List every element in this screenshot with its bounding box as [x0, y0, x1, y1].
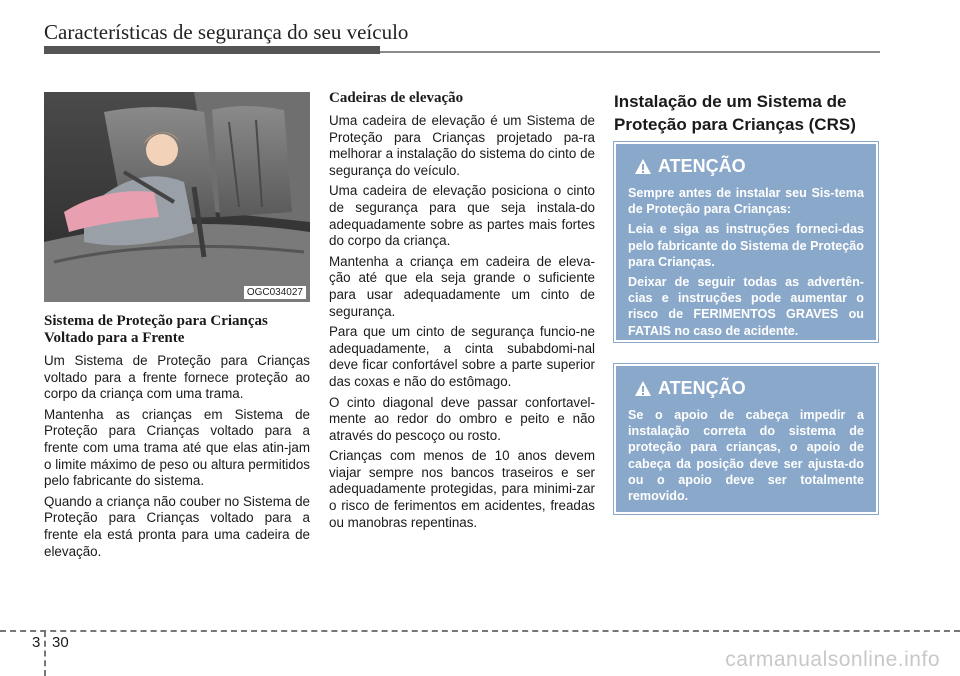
- footer-divider: [44, 631, 46, 676]
- paragraph: Para que um cinto de segurança funcio-ne adequadamente, a cinta subabdomi-nal deve ficar confortável sobre a parte superior das coxas e não do estômago.: [329, 324, 595, 389]
- crs-installation-section: [614, 90, 878, 136]
- forward-facing-heading: Sistema de Proteção para Crianças Voltado para a Frente: [44, 313, 268, 346]
- chapter-number: 3: [32, 634, 41, 651]
- warning-triangle-icon: [634, 158, 652, 175]
- page-number: 30: [52, 634, 69, 651]
- warning-text: Se o apoio de cabeça impedir a instalação correta do sistema de proteção para crianças, o apoio de cabeça da posição deve ser ajusta-do ou o apoio deve ser totalmente removido.: [628, 408, 864, 504]
- header-bar: [44, 46, 380, 54]
- forward-facing-section: [44, 313, 310, 564]
- booster-seat-section: [329, 90, 595, 535]
- warning-box-1: [614, 142, 878, 342]
- footer-rule: [0, 630, 960, 632]
- photo-code-label: OGC034027: [244, 286, 306, 299]
- header-rule: [380, 51, 880, 53]
- warning-triangle-icon: [634, 380, 652, 397]
- paragraph: Um Sistema de Proteção para Crianças voltado para a frente fornece proteção ao corpo da criança com uma trama.: [44, 353, 310, 402]
- page-header-title: Características de segurança do seu veículo: [44, 20, 409, 44]
- warning-title: ATENÇÃO: [658, 156, 746, 176]
- warning-text: Sempre antes de instalar seu Sis-tema de Proteção para Crianças:: [628, 186, 864, 217]
- watermark: carmanualsonline.info: [725, 648, 940, 671]
- child-seat-illustration: [44, 92, 310, 302]
- paragraph: Uma cadeira de elevação é um Sistema de Proteção para Crianças projetado pa-ra melhorar a instalação do sistema do cinto de segurança do veículo.: [329, 113, 595, 178]
- warning-box-2: [614, 364, 878, 514]
- warning-text: Deixar de seguir todas as advertên-cias e instruções pode aumentar o risco de FERIMENTOS GRAVES ou FATAIS no caso de acidente.: [628, 275, 864, 338]
- crs-installation-heading: Instalação de um Sistema de Proteção para Crianças (CRS): [614, 92, 856, 134]
- warning-text: Leia e siga as instruções forneci-das pelo fabricante do Sistema de Proteção para Crianças.: [628, 222, 864, 269]
- paragraph: Quando a criança não couber no Sistema de Proteção para Crianças voltado para a frente ela está pronta para uma cadeira de elevação.: [44, 493, 310, 559]
- paragraph: Mantenha a criança em cadeira de eleva-ção até que ela seja grande o suficiente para usar adequadamente um cinto de segurança.: [329, 253, 595, 319]
- paragraph: Mantenha as crianças em Sistema de Proteção para Crianças voltado para a frente com uma trama até que elas atin-jam o limite máximo de peso ou altura permitidos pelo fabricante do sistema.: [44, 406, 310, 489]
- warning-title: ATENÇÃO: [658, 378, 746, 398]
- paragraph: O cinto diagonal deve passar confortavel-mente ao redor do ombro e peito e não através do pescoço ou rosto.: [329, 394, 595, 443]
- booster-seat-heading: Cadeiras de elevação: [329, 90, 464, 106]
- paragraph: Crianças com menos de 10 anos devem viajar sempre nos bancos traseiros e ser adequadamente protegidas, para minimi-zar o risco de ferimentos em acidentes, freadas ou manobras repentinas.: [329, 448, 595, 530]
- car-seat-photo: [44, 92, 310, 302]
- paragraph: Uma cadeira de elevação posiciona o cinto de segurança para que seja instala-do adequadamente sobre as partes mais fortes do corpo da criança.: [329, 183, 595, 249]
